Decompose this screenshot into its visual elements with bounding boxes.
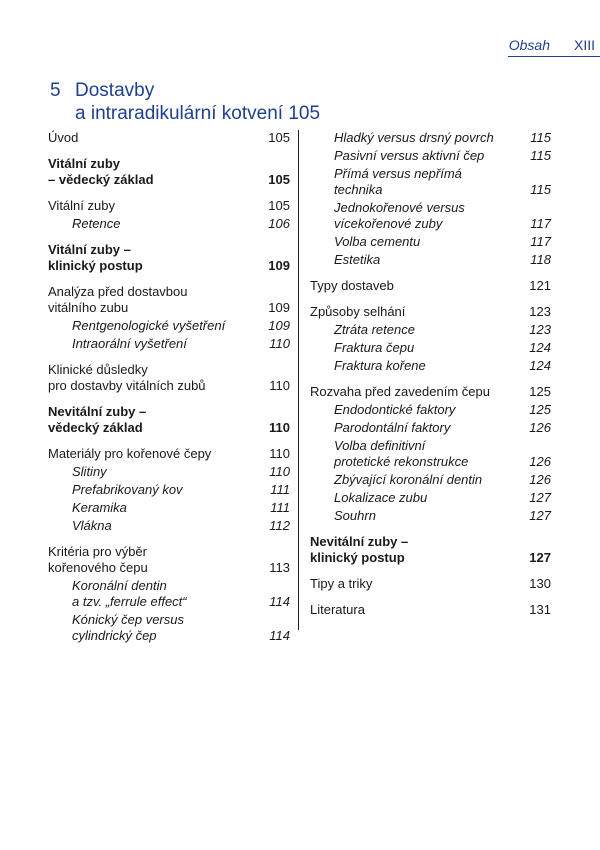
toc-entry-title: Endodontické faktory xyxy=(334,402,456,417)
toc-entry xyxy=(310,166,551,198)
toc-entry-page: 126 xyxy=(529,420,551,435)
toc-entry xyxy=(48,578,290,610)
toc-entry-page: 105 xyxy=(268,172,290,187)
toc-entry-page: 131 xyxy=(529,602,551,617)
toc-entry-title: Typy dostaveb xyxy=(310,278,394,293)
toc-entry-title: Rozvaha před zavedením čepu xyxy=(310,384,490,399)
toc-entry xyxy=(310,438,551,470)
toc-entry xyxy=(48,446,290,462)
toc-entry-page: 126 xyxy=(529,472,551,487)
toc-entry xyxy=(310,402,551,418)
toc-entry xyxy=(310,322,551,338)
toc-entry xyxy=(310,340,551,356)
toc-entry-title: Volba definitivní protetické rekonstrukce xyxy=(334,438,469,469)
toc-entry-page: 110 xyxy=(269,336,290,351)
toc-entry-page: 123 xyxy=(529,322,551,337)
toc-entry-title: Fraktura kořene xyxy=(334,358,426,373)
toc-entry xyxy=(48,362,290,394)
toc-entry-title: Materiály pro kořenové čepy xyxy=(48,446,212,461)
toc-entry xyxy=(310,148,551,164)
toc-entry-page: 105 xyxy=(268,130,290,145)
toc-entry-page: 109 xyxy=(268,300,290,315)
toc-entry-page: 125 xyxy=(529,384,551,399)
toc-entry xyxy=(48,544,290,576)
toc-entry xyxy=(48,284,290,316)
toc-entry-title: Slitiny xyxy=(72,464,107,479)
toc-entry-title: Tipy a triky xyxy=(310,576,373,591)
toc-entry-page: 105 xyxy=(268,198,290,213)
toc-entry xyxy=(48,464,290,480)
toc-entry-title: Úvod xyxy=(48,130,79,145)
toc-entry-page: 114 xyxy=(269,628,290,643)
toc-entry-page: 115 xyxy=(530,182,551,197)
toc-entry-page: 106 xyxy=(268,216,290,231)
header-rule xyxy=(508,56,600,57)
toc-entry-title: Vitální zuby xyxy=(48,198,115,213)
toc-entry-title: Souhrn xyxy=(334,508,376,523)
toc-entry xyxy=(48,216,290,232)
toc-entry-title: Nevitální zuby – klinický postup xyxy=(310,534,409,565)
toc-entry xyxy=(48,518,290,534)
toc-entry xyxy=(48,404,290,436)
chapter-number: 5 xyxy=(50,80,61,101)
toc-entry xyxy=(310,508,551,524)
toc-entry-page: 110 xyxy=(269,378,290,393)
toc-entry-page: 109 xyxy=(268,318,290,333)
toc-entry-title: Parodontální faktory xyxy=(334,420,451,435)
toc-entry-title: Ztráta retence xyxy=(334,322,415,337)
toc-entry xyxy=(48,336,290,352)
toc-entry xyxy=(48,612,290,644)
toc-entry xyxy=(310,200,551,232)
toc-entry-title: Rentgenologické vyšetření xyxy=(72,318,226,333)
toc-entry-title: Vitální zuby – vědecký základ xyxy=(48,156,154,187)
toc-entry xyxy=(48,482,290,498)
toc-entry xyxy=(310,384,551,400)
toc-entry-page: 110 xyxy=(269,420,290,435)
toc-entry xyxy=(310,490,551,506)
column-divider xyxy=(298,130,299,630)
toc-entry-title: Vlákna xyxy=(72,518,112,533)
chapter-page: 105 xyxy=(288,103,321,124)
toc-entry-title: Literatura xyxy=(310,602,365,617)
toc-entry xyxy=(310,576,551,592)
toc-entry xyxy=(48,500,290,516)
chapter-title-line2 xyxy=(75,103,320,125)
toc-entry-title: Volba cementu xyxy=(334,234,421,249)
toc-entry xyxy=(310,358,551,374)
toc-entry xyxy=(48,318,290,334)
toc-entry-title: Přímá versus nepřímá technika xyxy=(334,166,462,197)
toc-entry-page: 109 xyxy=(268,258,290,273)
toc-entry-page: 117 xyxy=(530,234,551,249)
toc-entry-page: 112 xyxy=(269,518,290,533)
toc-entry-page: 121 xyxy=(529,278,551,293)
toc-entry-title: Vitální zuby – klinický postup xyxy=(48,242,143,273)
toc-entry xyxy=(310,130,551,146)
toc-entry-page: 113 xyxy=(269,560,290,575)
toc-entry-title: Klinické důsledky pro dostavby vitálních zubů xyxy=(48,362,206,393)
toc-entry-page: 110 xyxy=(269,464,290,479)
toc-entry-title: Lokalizace zubu xyxy=(334,490,428,505)
toc-entry-title: Koronální dentin a tzv. „ferrule effect“ xyxy=(72,578,187,609)
toc-entry-page: 115 xyxy=(530,148,551,163)
toc-right-column xyxy=(310,130,551,618)
toc-entry xyxy=(310,252,551,268)
toc-entry-page: 127 xyxy=(529,490,551,505)
header-section-title: Obsah xyxy=(508,37,550,53)
chapter-title-text: a intraradikulární kotvení xyxy=(75,103,284,124)
toc-left-column xyxy=(48,130,290,644)
toc-entry xyxy=(310,602,551,618)
toc-entry-title: Kónický čep versus cylindrický čep xyxy=(72,612,184,643)
toc-entry xyxy=(310,420,551,436)
toc-entry-title: Jednokořenové versus vícekořenové zuby xyxy=(334,200,465,231)
toc-entry xyxy=(310,278,551,294)
running-header xyxy=(460,33,600,55)
toc-entry-page: 127 xyxy=(529,508,551,523)
toc-entry-title: Analýza před dostavbou vitálního zubu xyxy=(48,284,188,315)
toc-entry-title: Fraktura čepu xyxy=(334,340,415,355)
toc-entry-title: Prefabrikovaný kov xyxy=(72,482,183,497)
header-page-number: XIII xyxy=(573,37,595,53)
toc-entry-page: 125 xyxy=(529,402,551,417)
toc-entry xyxy=(310,472,551,488)
toc-entry xyxy=(48,198,290,214)
toc-entry-page: 123 xyxy=(529,304,551,319)
toc-entry-page: 124 xyxy=(529,340,551,355)
toc-entry-title: Retence xyxy=(72,216,121,231)
toc-entry-page: 117 xyxy=(530,216,551,231)
toc-entry-title: Hladký versus drsný povrch xyxy=(334,130,494,145)
toc-entry-page: 111 xyxy=(270,500,290,515)
toc-entry-page: 110 xyxy=(269,446,290,461)
toc-entry-page: 111 xyxy=(270,482,290,497)
toc-entry xyxy=(310,304,551,320)
toc-entry xyxy=(48,242,290,274)
toc-entry xyxy=(48,156,290,188)
toc-entry xyxy=(48,130,290,146)
toc-entry-page: 114 xyxy=(269,594,290,609)
toc-entry-title: Intraorální vyšetření xyxy=(72,336,187,351)
toc-entry-page: 126 xyxy=(529,454,551,469)
toc-entry-page: 118 xyxy=(530,252,551,267)
toc-entry-title: Zbývající koronální dentin xyxy=(334,472,483,487)
toc-entry-title: Způsoby selhání xyxy=(310,304,406,319)
toc-entry-title: Pasivní versus aktivní čep xyxy=(334,148,485,163)
toc-entry-page: 115 xyxy=(530,130,551,145)
toc-entry-title: Kritéria pro výběr kořenového čepu xyxy=(48,544,148,575)
toc-entry-title: Estetika xyxy=(334,252,381,267)
toc-entry-title: Keramika xyxy=(72,500,127,515)
toc-entry-page: 127 xyxy=(529,550,551,565)
chapter-title-line1: Dostavby xyxy=(75,80,155,101)
toc-entry xyxy=(310,234,551,250)
toc-entry-title: Nevitální zuby – vědecký základ xyxy=(48,404,147,435)
toc-entry-page: 124 xyxy=(529,358,551,373)
toc-entry-page: 130 xyxy=(529,576,551,591)
toc-entry xyxy=(310,534,551,566)
